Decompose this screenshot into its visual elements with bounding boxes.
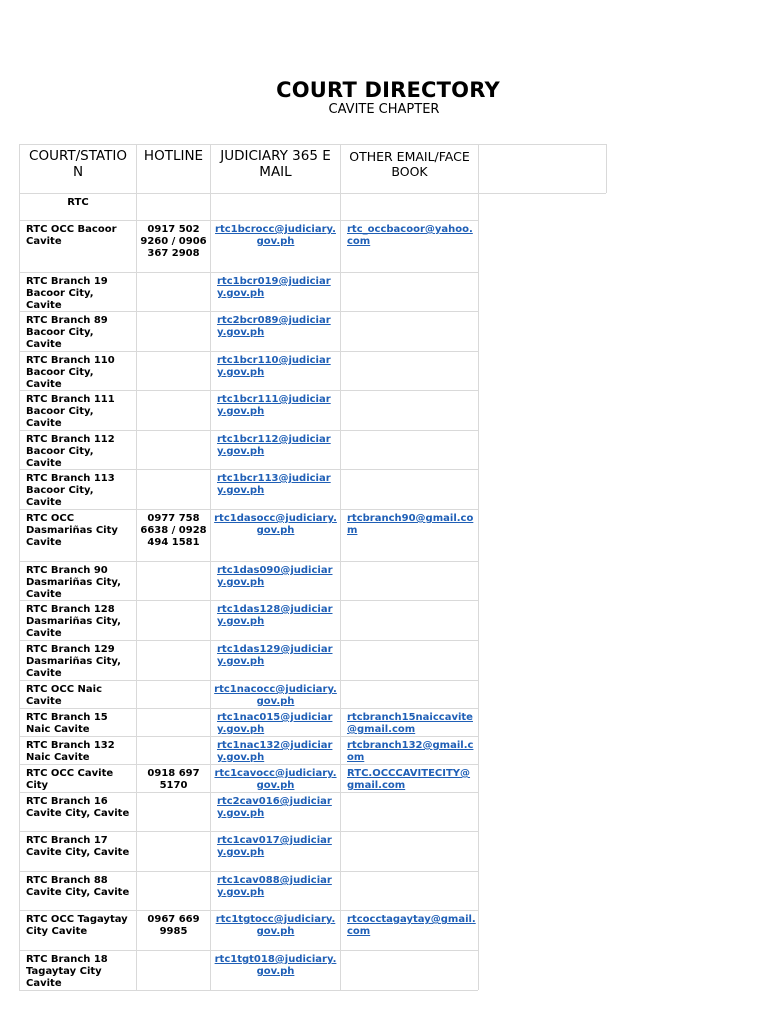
judiciary-email-link[interactable]: rtc1tgt018@judiciary.gov.ph	[214, 954, 337, 977]
judiciary-email-link[interactable]: rtc1cavocc@judiciary.gov.ph	[214, 768, 337, 791]
section-label: RTC	[67, 197, 89, 208]
judiciary-email-link[interactable]: rtc1nac132@judiciary.gov.ph	[217, 740, 333, 763]
court-name: RTC OCC Bacoor Cavite	[26, 224, 117, 247]
court-name: RTC Branch 17 Cavite City, Cavite	[26, 835, 130, 858]
court-name: RTC OCC Tagaytay City Cavite	[26, 914, 128, 937]
judiciary-email-link[interactable]: rtc1bcr112@judiciary.gov.ph	[217, 434, 331, 457]
column-header-hotline: HOTLINE	[143, 148, 204, 164]
judiciary-email-link[interactable]: rtc1tgtocc@judiciary.gov.ph	[215, 914, 336, 937]
court-name: RTC Branch 18 Tagaytay City Cavite	[26, 954, 108, 989]
judiciary-email-link[interactable]: rtc1bcr113@judiciary.gov.ph	[217, 473, 331, 496]
other-email-link[interactable]: rtcbranch132@gmail.com	[347, 740, 474, 763]
judiciary-email-link[interactable]: rtc2bcr089@judiciary.gov.ph	[217, 315, 331, 338]
court-name: RTC Branch 129 Dasmariñas City, Cavite	[26, 644, 121, 679]
court-name: RTC Branch 89 Bacoor City, Cavite	[26, 315, 108, 350]
other-email-link[interactable]: rtcbranch90@gmail.com	[347, 513, 474, 536]
judiciary-email-link[interactable]: rtc1nacocc@judiciary.gov.ph	[214, 684, 337, 707]
judiciary-email-link[interactable]: rtc1nac015@judiciary.gov.ph	[217, 712, 333, 735]
column-header-blank	[479, 145, 606, 193]
court-name: RTC Branch 111 Bacoor City, Cavite	[26, 394, 115, 429]
judiciary-email-link[interactable]: rtc1das128@judiciary.gov.ph	[217, 604, 333, 627]
grid-line	[19, 990, 478, 991]
court-name: RTC Branch 128 Dasmariñas City, Cavite	[26, 604, 121, 639]
other-email-link[interactable]: rtcbranch15naiccavite@gmail.com	[347, 712, 473, 735]
court-name: RTC Branch 16 Cavite City, Cavite	[26, 796, 130, 819]
grid-line	[606, 144, 607, 193]
column-header-court: COURT/STATION	[29, 148, 127, 180]
grid-line	[478, 193, 479, 990]
grid-line	[340, 193, 341, 990]
judiciary-email-link[interactable]: rtc1bcr019@judiciary.gov.ph	[217, 276, 331, 299]
court-name: RTC Branch 113 Bacoor City, Cavite	[26, 473, 115, 508]
judiciary-email-link[interactable]: rtc1das090@judiciary.gov.ph	[217, 565, 333, 588]
column-header-other: OTHER EMAIL/FACEBOOK	[349, 149, 470, 179]
other-email-link[interactable]: rtc_occbacoor@yahoo.com	[347, 224, 473, 247]
judiciary-email-link[interactable]: rtc1bcr110@judiciary.gov.ph	[217, 355, 331, 378]
other-email-link[interactable]: RTC.OCCCAVITECITY@gmail.com	[347, 768, 471, 791]
judiciary-email-link[interactable]: rtc1bcrocc@judiciary.gov.ph	[215, 224, 336, 247]
judiciary-email-link[interactable]: rtc2cav016@judiciary.gov.ph	[217, 796, 332, 819]
court-name: RTC OCC Naic Cavite	[26, 684, 103, 707]
judiciary-email-link[interactable]: rtc1cav088@judiciary.gov.ph	[217, 875, 332, 898]
court-name: RTC Branch 15 Naic Cavite	[26, 712, 108, 735]
grid-line	[136, 193, 137, 990]
court-name: RTC OCC Cavite City	[26, 768, 114, 791]
hotline-number: 0967 669 9985	[147, 914, 200, 937]
judiciary-email-link[interactable]: rtc1dasocc@judiciary.gov.ph	[214, 513, 337, 536]
judiciary-email-link[interactable]: rtc1bcr111@judiciary.gov.ph	[217, 394, 331, 417]
hotline-number: 0977 758 6638 / 0928 494 1581	[140, 513, 207, 548]
hotline-number: 0917 502 9260 / 0906 367 2908	[140, 224, 207, 259]
judiciary-email-link[interactable]: rtc1das129@judiciary.gov.ph	[217, 644, 333, 667]
court-name: RTC Branch 19 Bacoor City, Cavite	[26, 276, 108, 311]
court-name: RTC OCC Dasmariñas City Cavite	[26, 513, 118, 548]
court-name: RTC Branch 112 Bacoor City, Cavite	[26, 434, 115, 469]
judiciary-email-link[interactable]: rtc1cav017@judiciary.gov.ph	[217, 835, 332, 858]
court-name: RTC Branch 132 Naic Cavite	[26, 740, 115, 763]
court-name: RTC Branch 110 Bacoor City, Cavite	[26, 355, 115, 390]
court-name: RTC Branch 88 Cavite City, Cavite	[26, 875, 130, 898]
court-name: RTC Branch 90 Dasmariñas City, Cavite	[26, 565, 121, 600]
document-title: COURT DIRECTORY	[276, 78, 500, 102]
document-subtitle: CAVITE CHAPTER	[328, 102, 440, 117]
other-email-link[interactable]: rtcocctagaytay@gmail.com	[347, 914, 476, 937]
hotline-number: 0918 697 5170	[147, 768, 200, 791]
column-header-email: JUDICIARY 365 EMAIL	[220, 148, 331, 180]
